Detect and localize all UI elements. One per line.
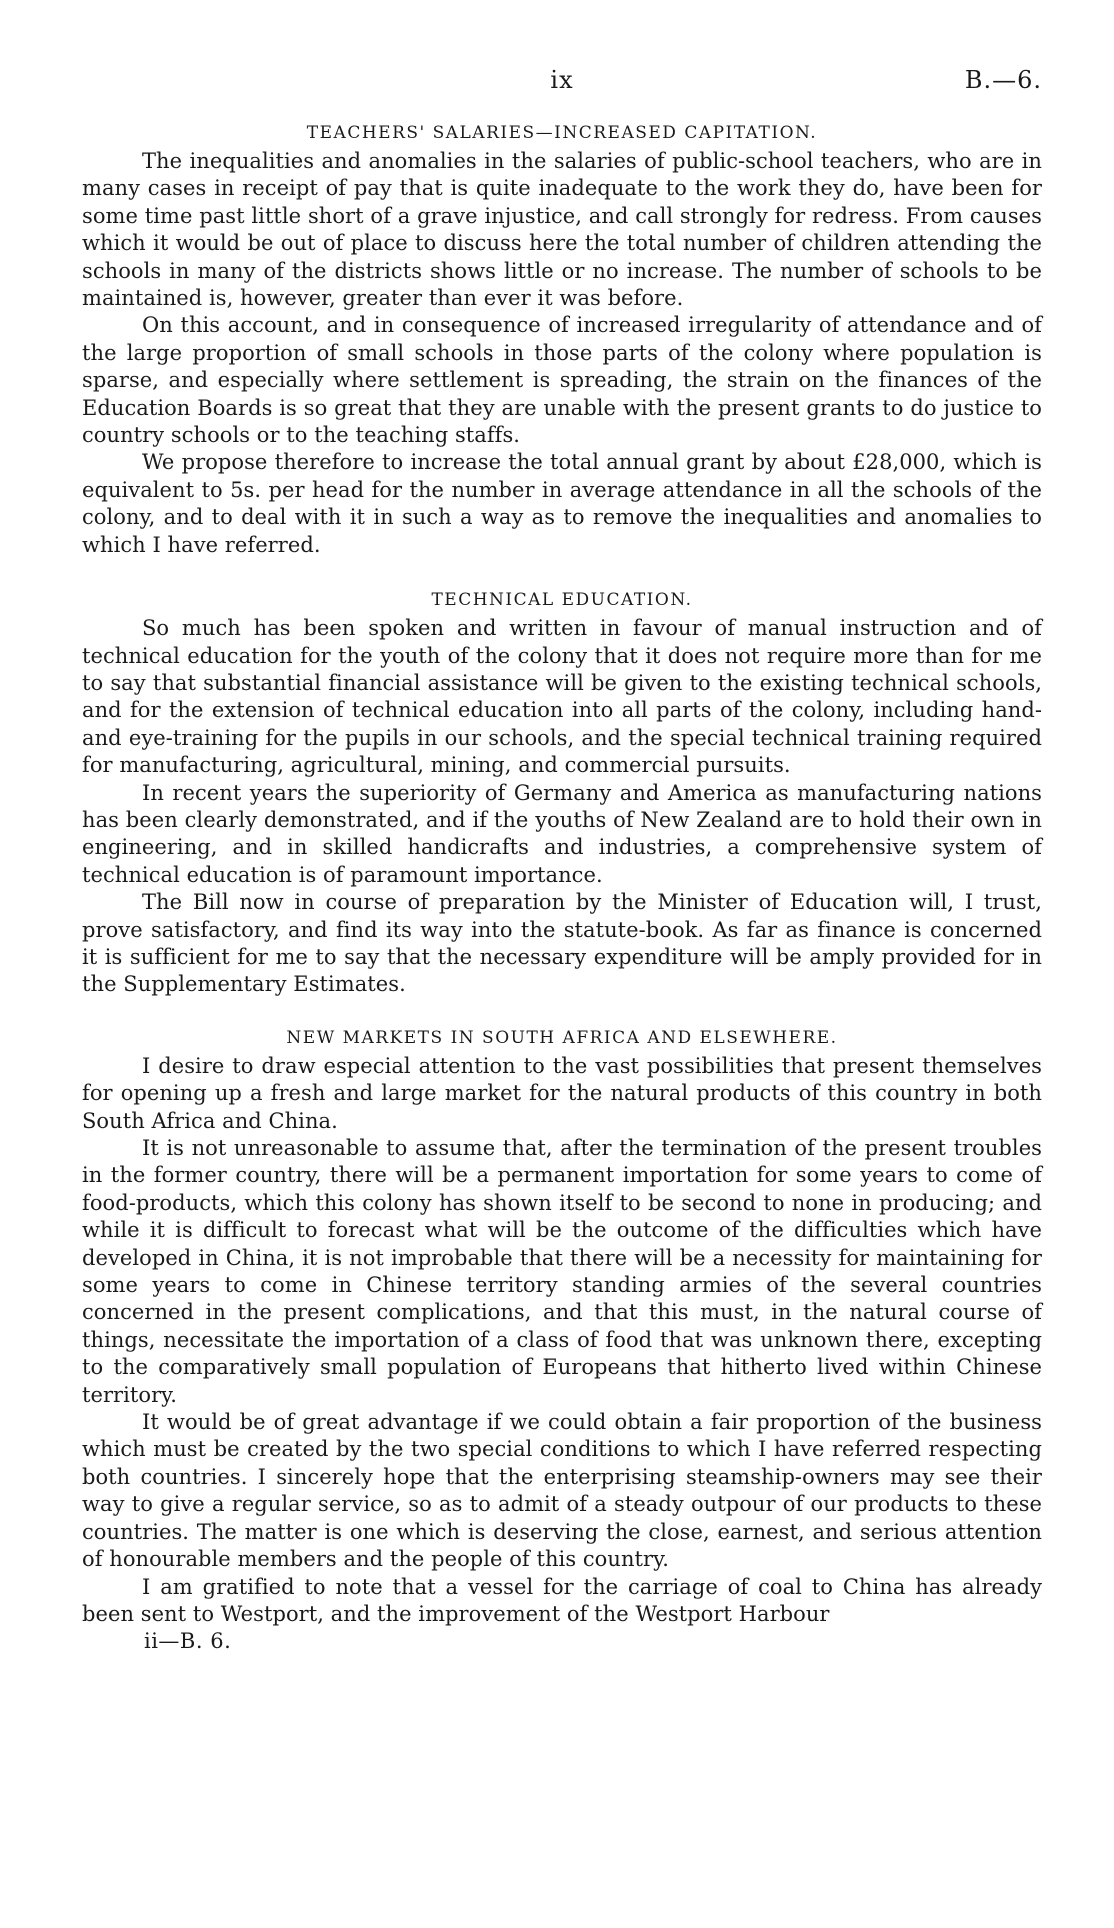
paragraph: In recent years the superiority of Germany and America as manufacturing nations has been clearly demonstrated, and if the youths of New Zealand are to hold their own in engineering, and in skilled handicrafts and industries, a comprehensive system of technical education is of paramount importance. (82, 780, 1042, 887)
paragraph: The Bill now in course of preparation by the Minister of Education will, I trust, prove satisfactory, and find its way into the statute-book. As far as finance is concerned it is sufficient for me to say that the necessary expenditure will be amply provided for in the Supplementary Estimates. (82, 890, 1042, 997)
paragraph: I desire to draw especial attention to the vast possibilities that present themselves for opening up a fresh and large market for the natural products of this country in both South Africa and China. (82, 1053, 1042, 1133)
section-spacer (82, 999, 1042, 1023)
section-heading: NEW MARKETS IN SOUTH AFRICA AND ELSEWHERE. (286, 1027, 838, 1048)
paragraph: The inequalities and anomalies in the salaries of public-school teachers, who are in many cases in receipt of pay that is quite inadequate to the work they do, have been for some time past little short of a grave injustice, and call strongly for redress. From causes which it would be out of place to discuss here the total number of children attending the schools in many of the districts shows little or no increase. The number of schools to be maintained is, however, greater than ever it was before. (82, 149, 1042, 311)
document-reference: B.—6. (964, 66, 1042, 94)
section-teachers-salaries (82, 118, 1042, 559)
paragraph: We propose therefore to increase the total annual grant by about £28,000, which is equivalent to 5s. per head for the number in average attendance in all the schools of the colony, and to deal with it in such a way as to remove the inequalities and anomalies to which I have referred. (82, 450, 1042, 557)
section-heading: TECHNICAL EDUCATION. (431, 590, 693, 611)
paragraph: On this account, and in consequence of increased irregularity of attendance and of the large proportion of small schools in those parts of the colony where population is sparse, and especially where settlement is spreading, the strain on the finances of the Education Boards is so great that they are unable with the present grants to do justice to country schools or to the teaching staffs. (82, 313, 1042, 448)
paragraph: It would be of great advantage if we could obtain a fair proportion of the business which must be created by the two special conditions to which I have referred respecting both countries. I sincerely hope that the enterprising steamship-owners may see their way to give a regular service, so as to admit of a steady outpour of our products to these countries. The matter is one which is deserving the close, earnest, and serious attention of honourable members and the people of this country. (82, 1410, 1042, 1572)
section-heading: TEACHERS' SALARIES—INCREASED CAPITATION. (306, 123, 818, 143)
section-spacer (82, 559, 1042, 585)
paragraph: It is not unreasonable to assume that, after the termination of the present troubles in the former country, there will be a permanent importation for some years to come of food-products, which this colony has shown itself to be second to none in producing; and while it is difficult to forecast what will be the outcome of the difficulties which have developed in China, it is not improbable that there will be a necessity for maintaining for some years to come in Chinese territory standing armies of the several countries concerned in the present complications, and that this must, in the natural course of things, necessitate the importation of a class of food that was unknown there, excepting to the comparatively small population of Europeans that hitherto lived within Chinese territory. (82, 1136, 1042, 1407)
section-technical-education (82, 585, 1042, 999)
running-head (82, 0, 1042, 118)
paragraph: I am gratified to note that a vessel for the carriage of coal to China has already been sent to Westport, and the improvement of the Westport Harbour (82, 1574, 1042, 1626)
page-number: ix (550, 66, 574, 94)
signature-mark: ii—B. 6. (144, 1629, 232, 1654)
section-new-markets (82, 1023, 1042, 1629)
document-page (82, 0, 1042, 1928)
paragraph: So much has been spoken and written in favour of manual instruction and of technical education for the youth of the colony that it does not require more than for me to say that substantial financial assistance will be given to the existing technical schools, and for the extension of technical education into all parts of the colony, including hand- and eye-training for the pupils in our schools, and the special technical training required for manufacturing, agricultural, mining, and commercial pursuits. (82, 616, 1042, 778)
